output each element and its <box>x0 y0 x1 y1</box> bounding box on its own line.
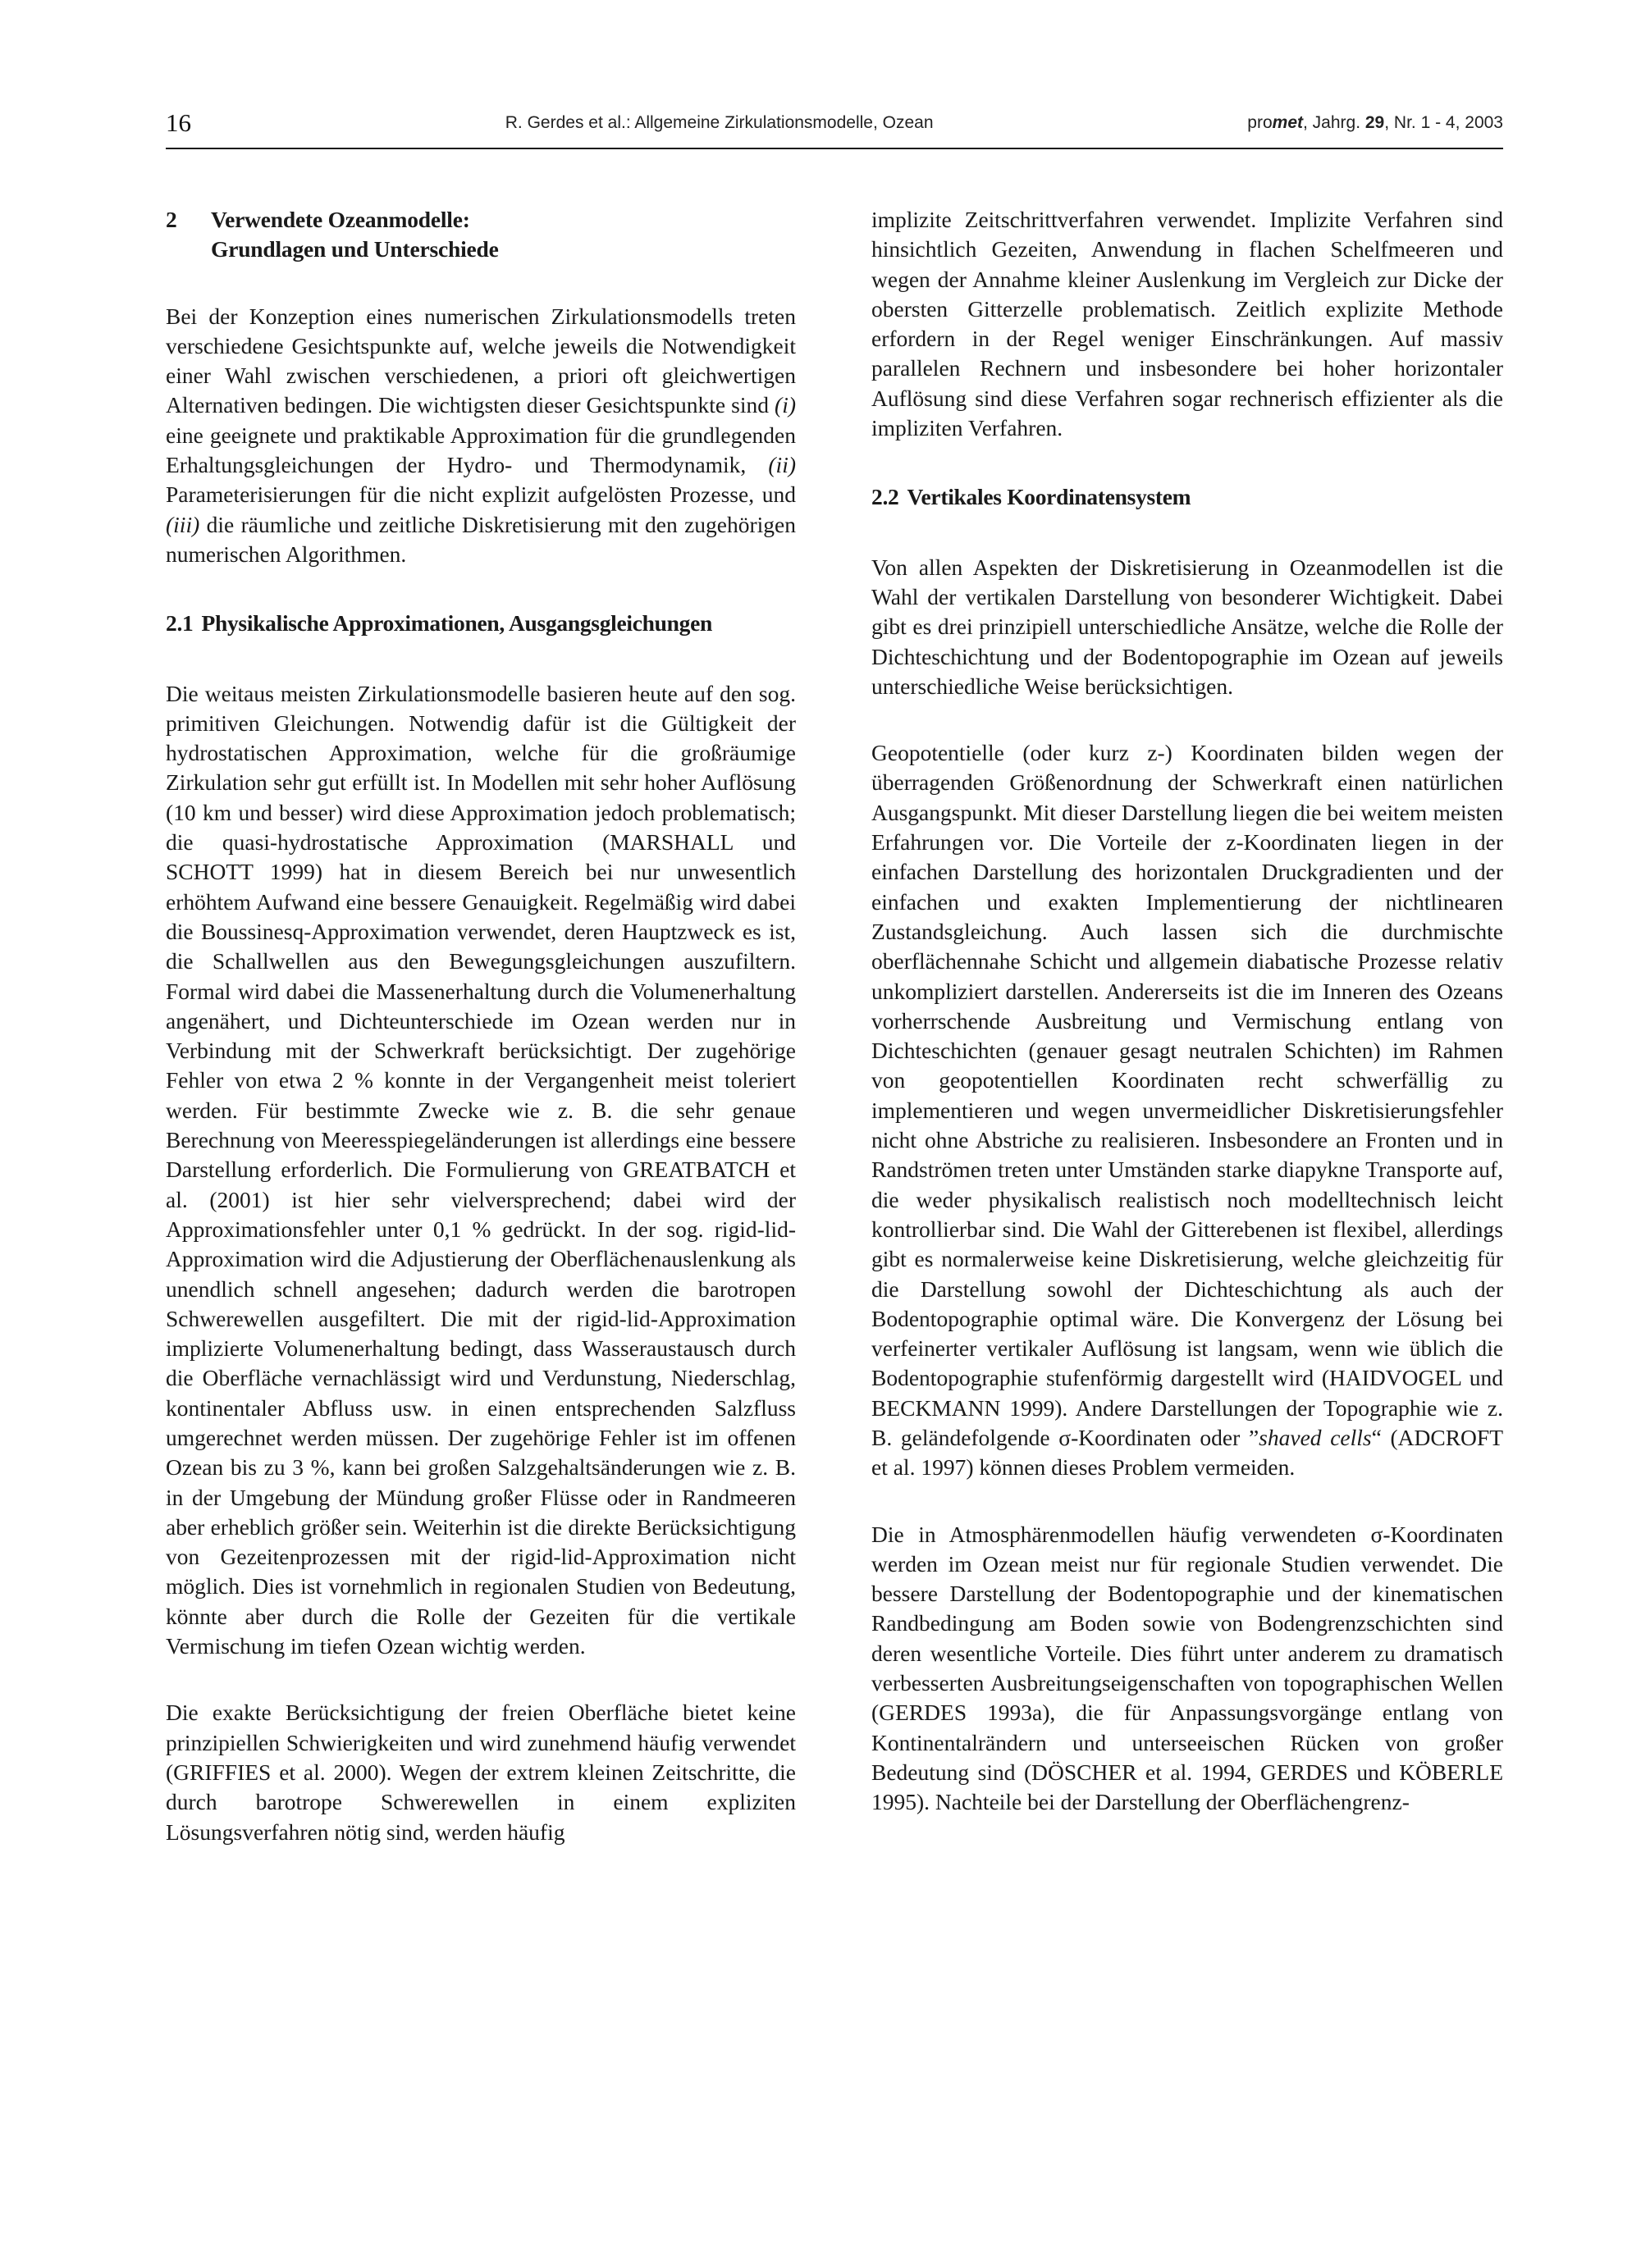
section-2-1-title: Physikalische Approximationen, Ausgangsgleichungen <box>201 610 712 637</box>
section-2-2-paragraph-2-text-a: Geopotentielle (oder kurz z-) Koordinaten bilden wegen der überragenden Größenordnung der Schwerkraft einen natürlichen Ausgangspunkt. Mit dieser Darstellung liegen die bei weitem meisten Erfahrungen vor. Die Vorteile der z-Koordinaten liegen in der einfachen Darstellung des horizontalen Druckgradienten und der einfachen und exakten Implementierung der nichtlinearen Zustandsgleichung. Auch lassen sich die durchmischte oberflächennahe Schicht und allgemein diabatische Prozesse relativ unkompliziert darstellen. Andererseits ist die im Inneren des Ozeans vorherrschende Ausbreitung und Vermischung entlang von Dichteschichten (genauer gesagt neutralen Schichten) im Rahmen von geopotentiellen Koordinaten recht schwerfällig zu implementieren und wegen unvermeidlicher Diskretisierungsfehler nicht ohne Abstriche zu realisieren. Insbesondere an Fronten und in Randströmen treten unter Umständen starke diapykne Transporte auf, die weder physikalisch realistisch noch modelltechnisch leicht kontrollierbar sind. Die Wahl der Gitterebenen ist flexibel, allerdings gibt es normalerweise keine Diskretisierung, welche gleichzeitig für die Darstellung sowohl der Dichteschichtung als auch der Bodentopographie optimal wäre. Die Konvergenz der Lösung bei verfeinerter vertikaler Auflösung ist langsam, wenn wie üblich die Bodentopographie stufenförmig dargestellt wird (HAIDVOGEL und BECKMANN 1999). Andere Darstellungen der Topographie wie z. B. geländefolgende σ-Koordinaten oder ” <box>871 740 1503 1450</box>
section-2-heading <box>166 205 796 265</box>
intro-text-3: Parameterisierungen für die nicht explizit aufgelösten Prozesse, und <box>166 481 796 508</box>
intro-text-1: Bei der Konzeption eines numerischen Zirkulationsmodells treten verschiedene Gesichtspunkte auf, welche jeweils die Notwendigkeit einer Wahl zwischen verschiedenen, a priori oft gleichwertigen Alternativen bedingen. Die wichtigsten dieser Gesichtspunkte sind <box>166 303 796 418</box>
section-2-number: 2 <box>166 207 177 232</box>
section-2-1-paragraph-2: Die exakte Berücksichtigung der freien Oberfläche bietet keine prinzipiellen Schwierigkeiten und wird zunehmend häufig verwendet (GRIFFIES et al. 2000). Wegen der extrem kleinen Zeitschritte, die durch barotrope Schwerewellen in einem expliziten Lösungsverfahren nötig sind, werden häufig <box>166 1700 796 1845</box>
header-rule <box>166 148 1503 149</box>
journal-mid: , Jahrg. <box>1303 113 1365 132</box>
section-2-title <box>211 205 499 265</box>
journal-tail: , Nr. 1 - 4, 2003 <box>1384 113 1503 132</box>
continued-paragraph: implizite Zeitschrittverfahren verwendet. Implizite Verfahren sind hinsichtlich Gezeiten, Anwendung in flachen Schelfmeeren und wegen der Annahme kleiner Auslenkung im Vergleich zur Dicke der obersten Gitterzelle problematisch. Zeitlich explizite Methode erfordern in der Regel weniger Einschränkungen. Auf massiv parallelen Rechnern und insbesondere bei hoher horizontaler Auflösung sind diese Verfahren sogar rechnerisch effizienter als die impliziten Verfahren. <box>871 207 1503 441</box>
section-2-2-paragraph-1: Von allen Aspekten der Diskretisierung in Ozeanmodellen ist die Wahl der vertikalen Darstellung von besonderer Wichtigkeit. Dabei gibt es drei prinzipiell unterschiedliche Ansätze, welche die Rolle der Dichteschichtung und der Bodentopographie im Ozean auf jeweils unterschiedliche Weise berücksichtigen. <box>871 554 1503 699</box>
section-2-2-paragraph-3: Die in Atmosphärenmodellen häufig verwendeten σ-Koordinaten werden im Ozean meist nur für regionale Studien verwendet. Die bessere Darstellung der Bodentopographie und der kinematischen Randbedingung am Boden sowie von Bodengrenzschichten sind deren wesentliche Vorteile. Dies führt unter anderem zu dramatisch verbesserten Ausbreitungseigenschaften von topographischen Wellen (GERDES 1993a), die für Anpassungsvorgänge entlang von Kontinentalrändern und unterseeischen Rücken von großer Bedeutung sind (DÖSCHER et al. 1994, GERDES und KÖBERLE 1995). Nachteile bei der Darstellung der Oberflächengrenz- <box>871 1521 1503 1815</box>
intro-text-2: eine geeignete und praktikable Approximation für die grundlegenden Erhaltungsgleichungen der Hydro- und Thermodynamik, <box>166 422 796 478</box>
running-title: R. Gerdes et al.: Allgemeine Zirkulationsmodelle, Ozean <box>505 113 934 132</box>
page-number: 16 <box>166 108 191 137</box>
journal-citation <box>1247 113 1503 133</box>
shaved-cells-term: shaved cells <box>1259 1424 1372 1450</box>
section-2-2-paragraph-2-text-b: “ (ADCROFT et al. 1997) können dieses Problem vermeiden. <box>871 1424 1503 1481</box>
intro-item-i: (i) <box>775 392 796 418</box>
intro-text-4: die räumliche und zeitliche Diskretisierung mit den zugehörigen numerischen Algorithmen. <box>166 511 796 567</box>
section-2-2-title: Vertikales Koordinatensystem <box>907 484 1191 510</box>
section-2-2-heading <box>871 482 1503 512</box>
intro-paragraph <box>166 302 796 570</box>
section-2-1-number: 2.1 <box>166 610 194 637</box>
section-2-title-line2: Grundlagen und Unterschiede <box>211 236 499 262</box>
running-header <box>166 105 1503 141</box>
section-2-2-paragraph-2 <box>871 738 1503 1482</box>
section-2-1-paragraph-1: Die weitaus meisten Zirkulationsmodelle basieren heute auf den sog. primitiven Gleichungen. Notwendig dafür ist die Gültigkeit der hydrostatischen Approximation, welche für die großräumige Zirkulation sehr gut erfüllt ist. In Modellen mit sehr hoher Auflösung (10 km und besser) wird diese Approximation jedoch problematisch; die quasi-hydrostatische Approximation (MARSHALL und SCHOTT 1999) hat in diesem Bereich bei nur unwesentlich erhöhtem Aufwand eine bessere Genauigkeit. Regelmäßig wird dabei die Boussinesq-Approximation verwendet, deren Hauptzweck es ist, die Schallwellen aus den Bewegungsgleichungen auszufiltern. Formal wird dabei die Massenerhaltung durch die Volumenerhaltung angenähert, und Dichteunterschiede im Ozean werden nur in Verbindung mit der Schwerkraft berücksichtigt. Der zugehörige Fehler von etwa 2 % konnte in der Vergangenheit meist toleriert werden. Für bestimmte Zwecke wie z. B. die sehr genaue Berechnung von Meeresspiegeländerungen ist allerdings eine bessere Darstellung erforderlich. Die Formulierung von GREATBATCH et al. (2001) ist hier sehr vielversprechend; dabei wird der Approximationsfehler unter 0,1 % gedrückt. In der sog. rigid-lid-Approximation wird die Adjustierung der Oberflächenauslenkung als unendlich schnell angesehen; dadurch werden die barotropen Schwerewellen ausgefiltert. Die mit der rigid-lid-Approximation implizierte Volumenerhaltung bedingt, dass Wasseraustausch durch die Oberfläche vernachlässigt wird und Verdunstung, Niederschlag, kontinentaler Abfluss usw. in einen entsprechenden Salzfluss umgerechnet werden müssen. Der zugehörige Fehler ist im offenen Ozean bis zu 3 %, kann bei großen Salzgehaltsänderungen wie z. B. in der Umgebung der Mündung großer Flüsse oder in Randmeeren aber erheblich größer sein. Weiterhin ist die direkte Berücksichtigung von Gezeitenprozessen mit der rigid-lid-Approximation nicht möglich. Dies ist vornehmlich in regionalen Studien von Bedeutung, könnte aber durch die Rolle der Gezeiten für die vertikale Vermischung im tiefen Ozean wichtig werden. <box>166 680 796 1659</box>
section-2-1-heading <box>166 609 796 638</box>
right-column <box>871 205 1503 1855</box>
journal-volume: 29 <box>1364 113 1385 132</box>
journal-prefix: pro <box>1247 113 1273 132</box>
left-column <box>166 205 796 1884</box>
section-2-title-line1: Verwendete Ozeanmodelle: <box>211 207 470 232</box>
journal-brand: met <box>1272 113 1303 132</box>
section-2-2-number: 2.2 <box>871 484 899 510</box>
intro-item-iii: (iii) <box>166 511 200 537</box>
intro-item-ii: (ii) <box>768 452 796 478</box>
